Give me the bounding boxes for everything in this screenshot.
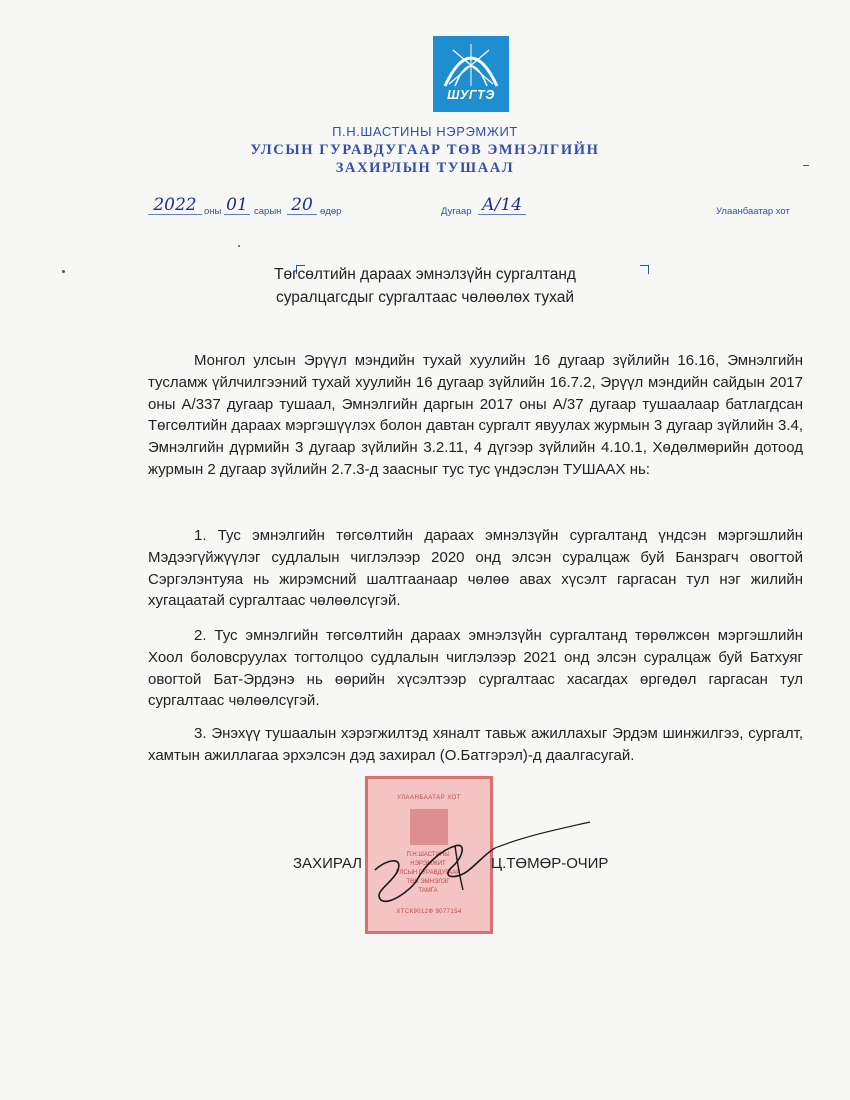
signatory-name: Ц.ТӨМӨР-ОЧИР [491,855,609,872]
order-item-3 [148,723,803,767]
date-year: 2022 [148,196,202,215]
order-item-2 [148,625,803,712]
hospital-logo [433,36,509,112]
order-item-2-text: 2. Тус эмнэлгийн төгсөлтийн дараах эмнэлзүйн сургалтанд төрөлжсөн мэргэшлийн Хоол боловсруулах тогтолцоо судлалын чиглэлээр 2021 онд элсэн суралцаж буй Батхуяг овогтой Бат-Эрдэнэ нь өөрийн хүсэлтээр сургалтаас хасагдах өргөдөл гаргасан тул сургалтаас чөлөөлсүгэй. [148,627,803,710]
date-day-label: өдөр [320,206,342,217]
handwritten-signature [345,810,605,920]
scan-speck [62,270,65,273]
scan-speck [238,245,240,247]
logo-text: ШУГТЭ [447,88,495,102]
stamp-line: П.Н.ШАСТИНЫ [406,852,450,858]
header-line-1: П.Н.ШАСТИНЫ НЭРЭМЖИТ [332,124,518,139]
date-month: 01 [224,196,250,215]
order-number-label: Дугаар [441,206,472,217]
signatory-position: ЗАХИРАЛ [293,855,363,872]
preamble-text: Монгол улсын Эрүүл мэндийн тухай хуулийн 16 дугаар зүйлийн 16.16, Эмнэлгийн тусламж үйлчилгээний тухай хуулийн 16 дугаар зүйлийн 16.7.2, Эрүүл мэндийн сайдын 2017 оны А/337 дугаар тушаал, Эмнэлгийн даргын 2017 оны А/37 дугаар тушаалаар батлагдсан Төгсөлтийн дараах мэргэшүүлэх болон давтан сургалт явуулах журмын 3 дугаар зүйлийн 3.4, Эмнэлгийн дүрмийн 3 дугаар зүйлийн 3.2.11, 4 дүгээр зүйлийн 4.10.1, Хөдөлмөрийн дотоод журмын 2 дугаар зүйлийн 2.7.3-д заасныг тус тус үндэслэн ТУШААХ нь: [148,352,803,478]
order-item-3-text: 3. Энэхүү тушаалын хэрэгжилтэд хяналт тавьж ажиллахыг Эрдэм шинжилгээ, сургалт, хамтын ажиллагаа эрхэлсэн дэд захирал (О.Батгэрэл)-д даалгасугай. [148,725,803,764]
order-title-line-1: Төгсөлтийн дараах эмнэлзүйн сургалтанд [274,266,576,283]
stamp-line: ТӨВ ЭМНЭЛЭГ [406,879,450,885]
stamp-top-text: УЛААНБААТАР ХОТ [397,795,461,801]
stamp-line: УЛСЫН ГУРАВДУГААР [395,870,461,876]
scan-speck [803,165,809,166]
date-month-label: сарын [254,206,282,217]
date-year-label: оны [204,206,222,217]
stamp-line: НЭРЭМЖИТ [410,861,446,867]
stamp-bottom-text: ХТСК9012Ф 9077154 [396,909,462,915]
order-item-1-text: 1. Тус эмнэлгийн төгсөлтийн дараах эмнэлзүйн сургалтанд үндсэн мэргэшлийн Мэдээгүйжүүлэг судлалын чиглэлээр 2020 онд элсэн суралцаж буй Банзрагч овогтой Сэргэлэнтуяа нь жирэмсний шалтгаанаар чөлөө авах хүсэлт гаргасан тул нэг жилийн хугацаатай сургалтаас чөлөөлсүгэй. [148,527,803,610]
stamp-line: ТАМГА [418,888,438,894]
order-title-line-2: суралцагсдыг сургалтаас чөлөөлөх тухай [275,289,575,306]
order-number: А/14 [478,196,526,215]
preamble-paragraph [148,350,803,481]
date-day: 20 [287,196,317,215]
city-label: Улаанбаатар хот [716,206,790,217]
order-item-1 [148,525,803,612]
header-line-3: ЗАХИРЛЫН ТУШААЛ [335,160,515,176]
header-line-2: УЛСЫН ГУРАВДУГААР ТӨВ ЭМНЭЛГИЙН [250,142,600,158]
